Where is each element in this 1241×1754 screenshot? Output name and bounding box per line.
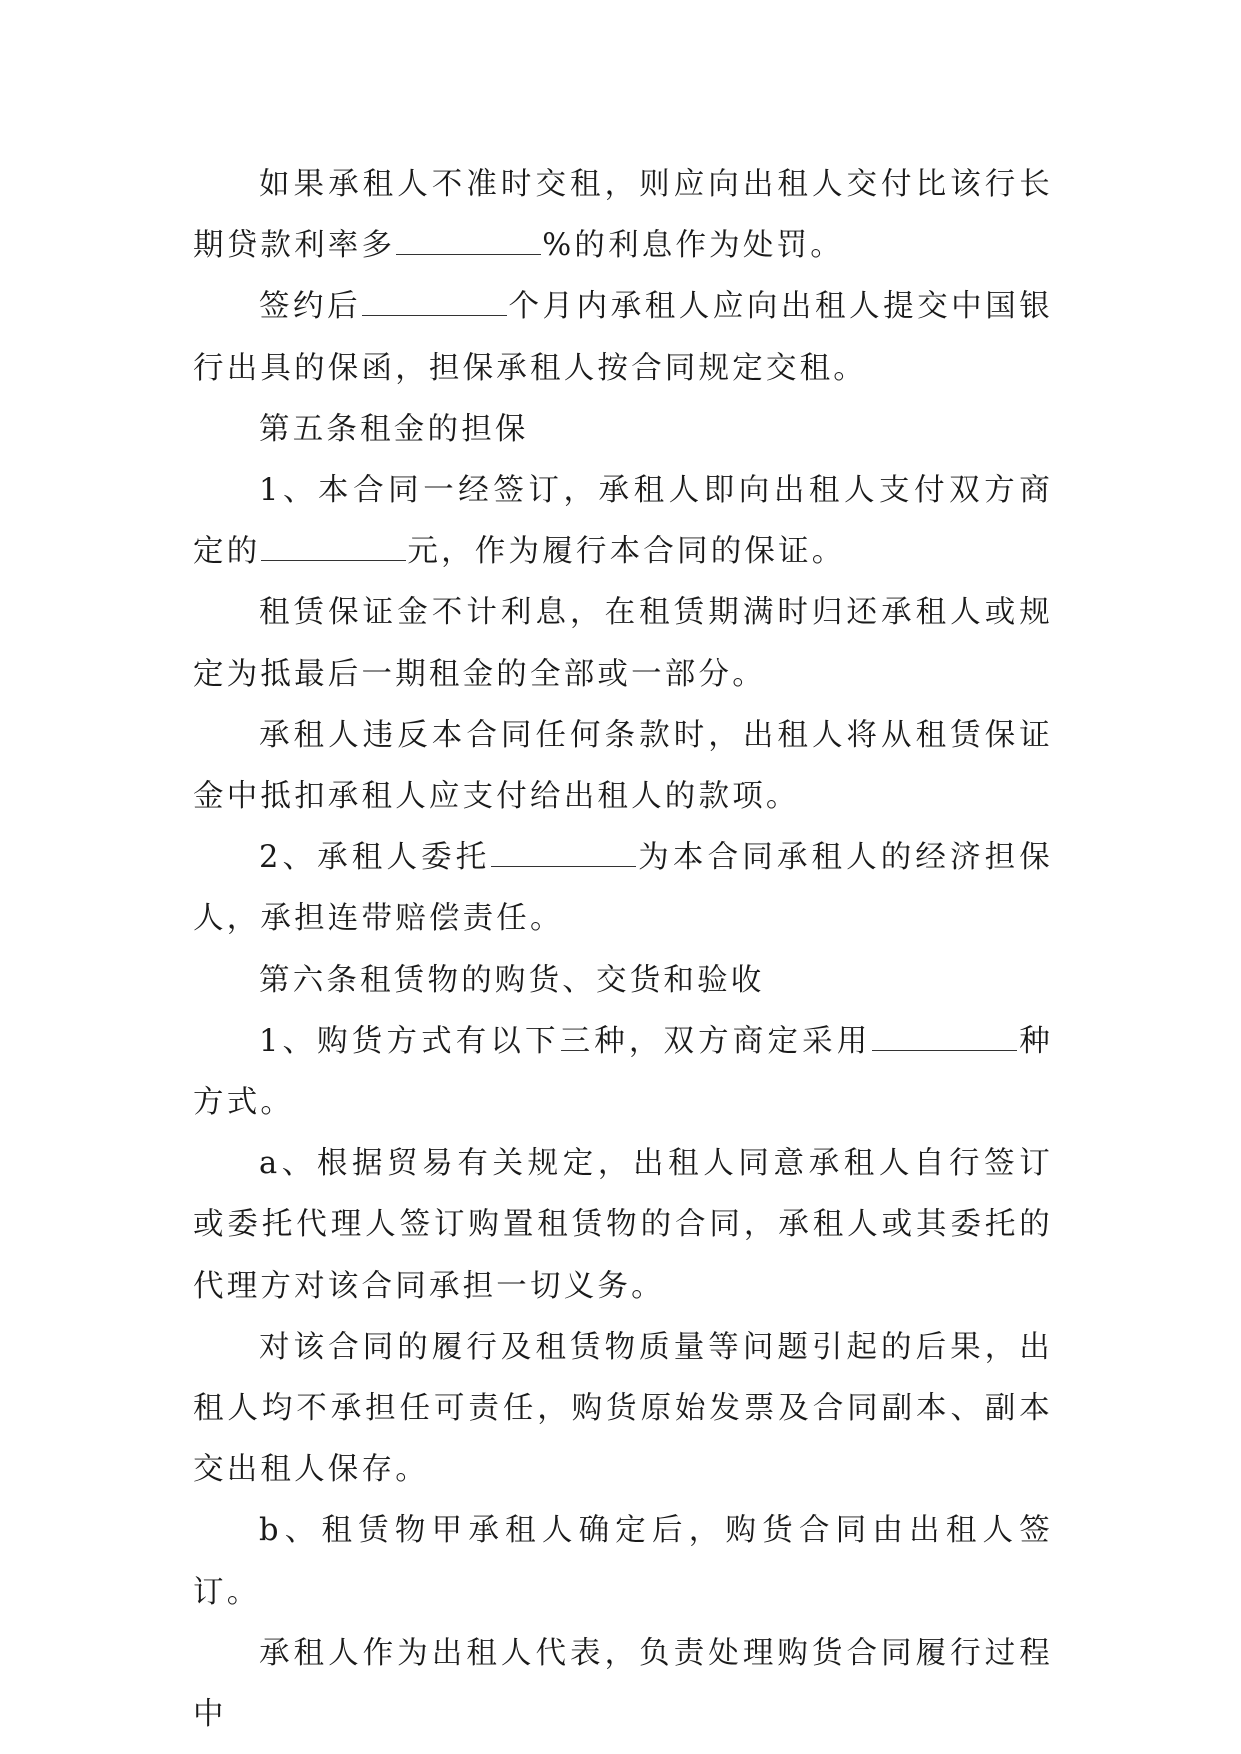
paragraph-option-b-representative: 承租人作为出租人代表，负责处理购货合同履行过程中 bbox=[193, 1635, 1053, 1733]
paragraph-deposit: 1、本合同一经签订，承租人即向出租人支付双方商定的 元，作为履行本合同的保证。 bbox=[193, 473, 1053, 570]
blank-field bbox=[872, 1024, 1017, 1051]
section-heading-article-6: 第六条租赁物的购货、交货和验收 bbox=[259, 962, 765, 998]
blank-field bbox=[261, 534, 406, 561]
paragraph-option-b: b、租赁物甲承租人确定后，购货合同由出租人签订。 bbox=[193, 1513, 1053, 1610]
blank-field bbox=[491, 840, 636, 867]
blank-field bbox=[396, 228, 541, 255]
paragraph-option-a: a、根据贸易有关规定，出租人同意承租人自行签订或委托代理人签订购置租赁物的合同，承租人或其委托的代理方对该合同承担一切义务。 bbox=[193, 1146, 1053, 1304]
blank-field bbox=[362, 289, 507, 316]
paragraph-guarantor: 2、承租人委托 为本合同承租人的经济担保人，承担连带赔偿责任。 bbox=[193, 840, 1053, 937]
paragraph-option-a-liability: 对该合同的履行及租赁物质量等问题引起的后果，出租人均不承担任可责任，购货原始发票及合同副本、副本交出租人保存。 bbox=[193, 1329, 1053, 1488]
paragraph-deposit-interest: 租赁保证金不计利息，在租赁期满时归还承租人或规定为抵最后一期租金的全部或一部分。 bbox=[193, 595, 1053, 692]
paragraph-purchase-method: 1、购货方式有以下三种，双方商定采用 种方式。 bbox=[193, 1023, 1053, 1121]
document-body bbox=[193, 154, 1053, 1745]
section-heading-article-5: 第五条租金的担保 bbox=[259, 411, 529, 447]
paragraph-bank-guarantee: 签约后 个月内承租人应向出租人提交中国银行出具的保函，担保承租人按合同规定交租。 bbox=[193, 289, 1053, 386]
paragraph-deposit-deduction: 承租人违反本合同任何条款时，出租人将从租赁保证金中抵扣承租人应支付给出租人的款项。 bbox=[193, 717, 1053, 815]
paragraph-late-rent-penalty: 如果承租人不准时交租，则应向出租人交付比该行长期贷款利率多 %的利息作为处罚。 bbox=[193, 167, 1053, 264]
